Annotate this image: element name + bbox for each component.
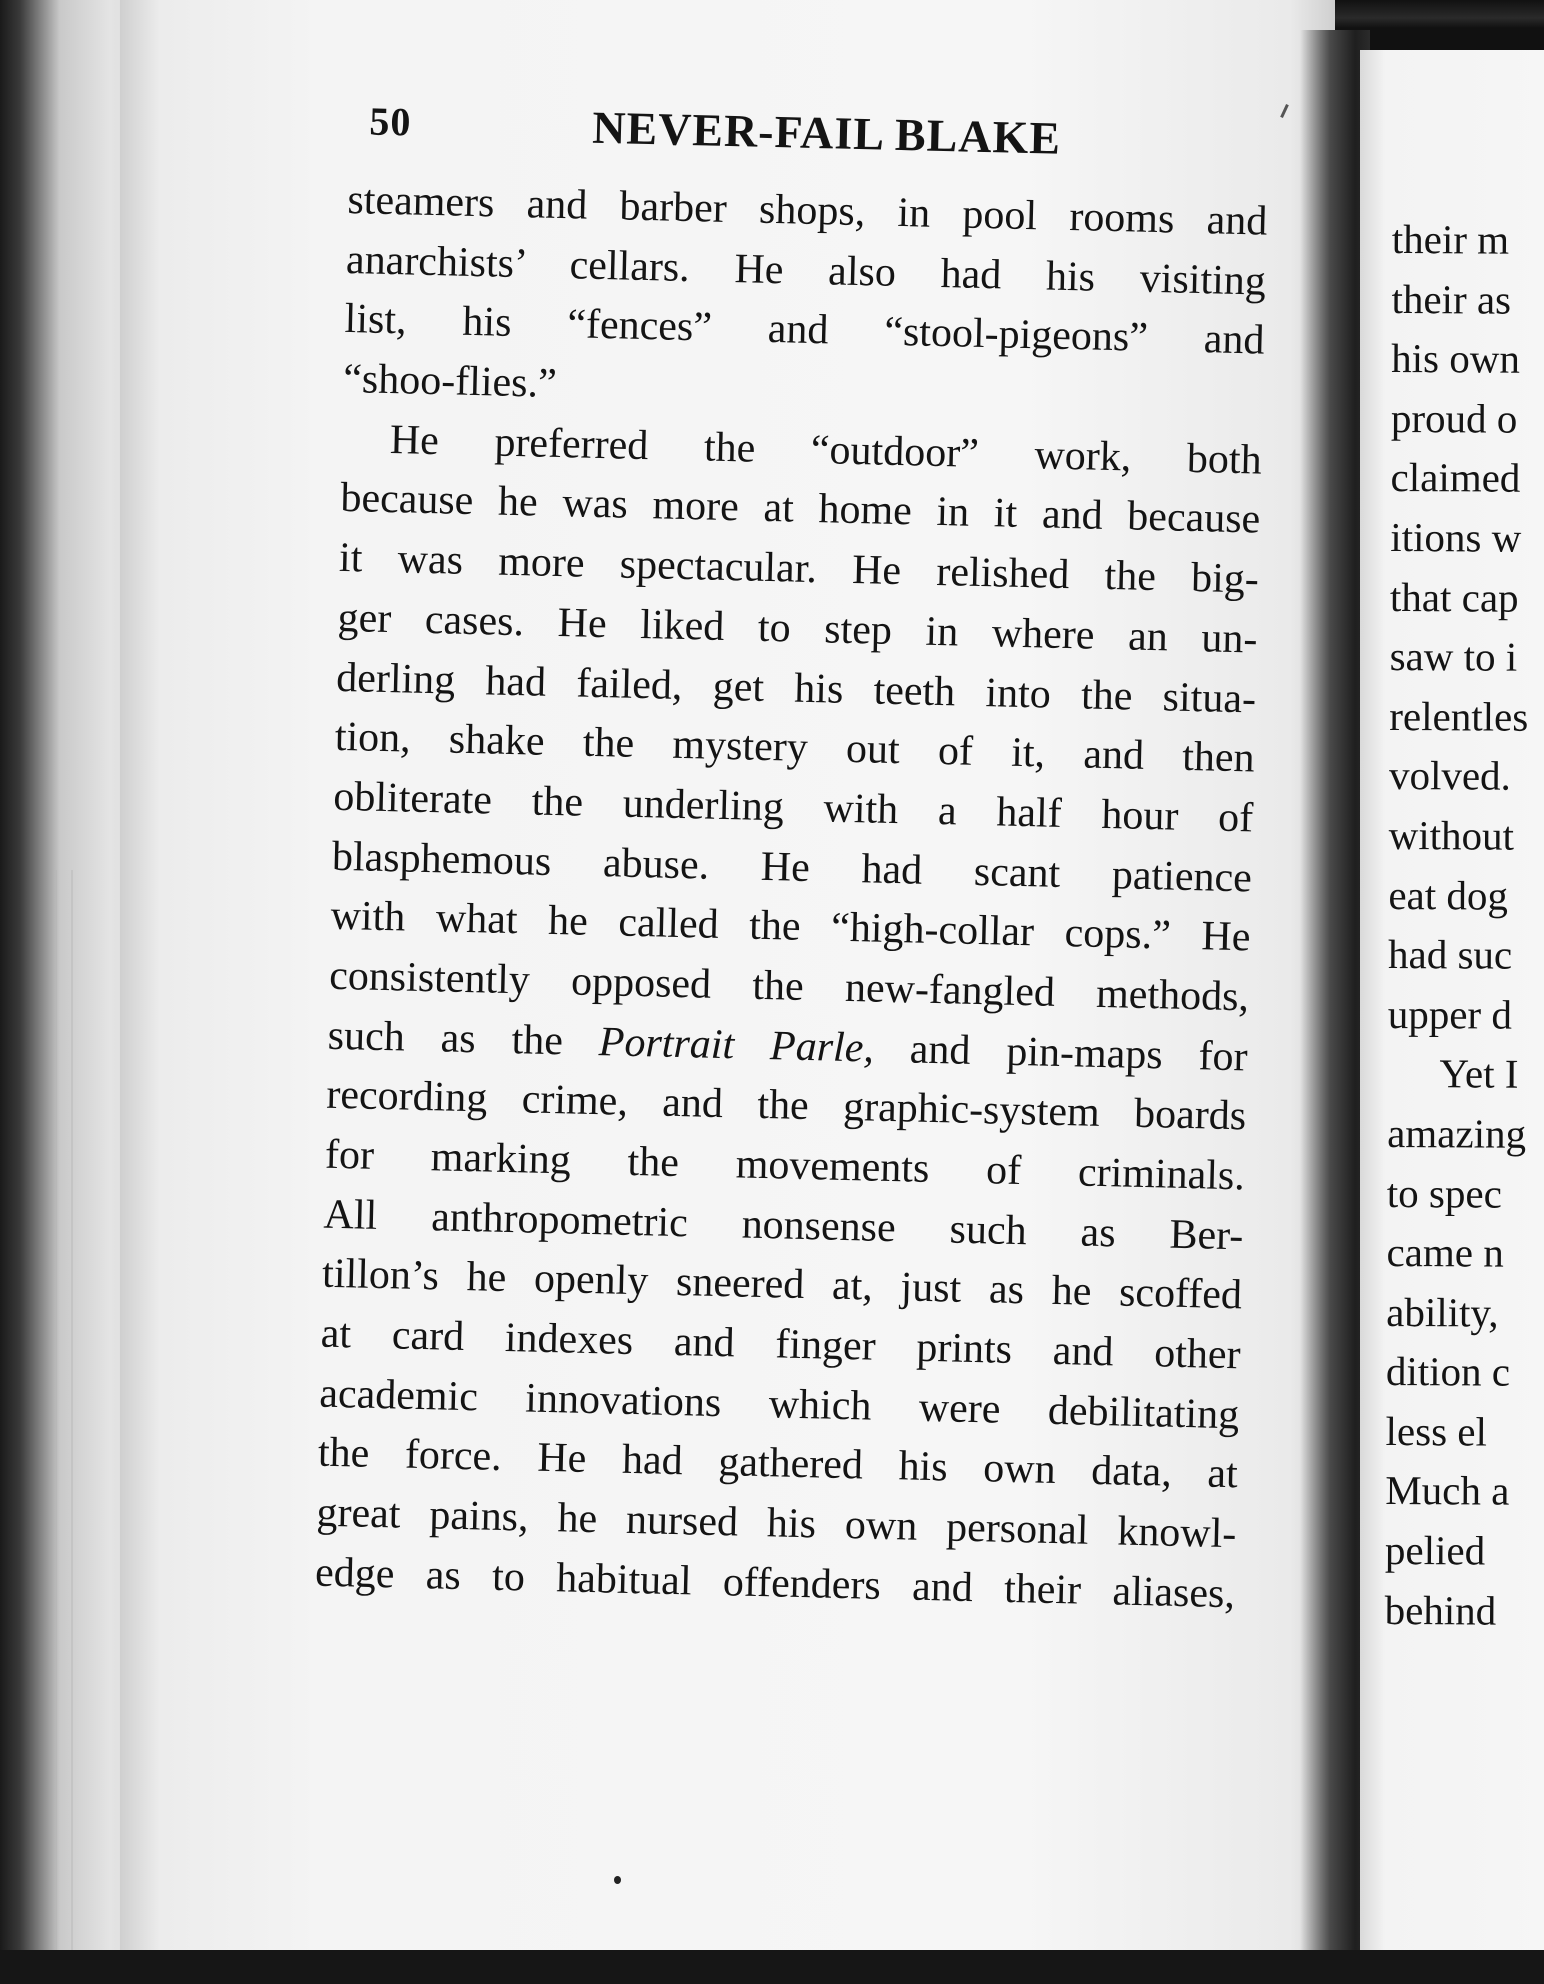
text-line: relentles bbox=[1389, 692, 1529, 740]
text-line: upper d bbox=[1387, 990, 1513, 1038]
text-line: the force. He had gathered his own data, at bbox=[317, 1430, 1239, 1498]
text-line: it was more spectacular. He relished the big- bbox=[338, 535, 1260, 603]
text-line: eat dog bbox=[1388, 871, 1509, 919]
text-line: tion, shake the mystery out of it, and then bbox=[334, 714, 1256, 782]
text-line: academic innovations which were debilitating bbox=[318, 1370, 1240, 1439]
text-line: because he was more at home in it and because bbox=[339, 475, 1261, 543]
text-line: steamers and barber shops, in pool rooms and bbox=[346, 176, 1268, 245]
text-line: list, his “fences” and “stool-pigeons” and bbox=[344, 296, 1266, 364]
text-line: their m bbox=[1391, 215, 1510, 263]
text-line: saw to i bbox=[1389, 633, 1518, 680]
text-line: that cap bbox=[1389, 573, 1519, 621]
text-segment: and pin-maps for bbox=[873, 1025, 1249, 1081]
text-line: behind bbox=[1384, 1586, 1497, 1634]
text-line: tillon’s he openly sneered at, just as he scoffed bbox=[321, 1251, 1243, 1319]
text-line: He preferred the “outdoor” work, both bbox=[389, 416, 1263, 484]
page-number: 50 bbox=[368, 98, 412, 145]
running-head: NEVER-FAIL BLAKE bbox=[591, 101, 1062, 164]
text-line: “shoo-flies.” bbox=[342, 355, 558, 408]
text-segment: such as the bbox=[327, 1012, 600, 1065]
italic-phrase: Portrait Parle, bbox=[598, 1018, 875, 1072]
text-line: volved. bbox=[1388, 752, 1512, 799]
text-line: ger cases. He liked to step in where an un- bbox=[337, 594, 1258, 663]
text-line: without bbox=[1388, 811, 1515, 859]
text-line: for marking the movements of criminals. bbox=[324, 1131, 1246, 1200]
text-line: less el bbox=[1385, 1407, 1488, 1455]
left-page-text bbox=[314, 95, 1289, 1625]
text-line: great pains, he nursed his own personal knowl- bbox=[316, 1489, 1237, 1558]
text-line: anarchists’ cellars. He also had his visiting bbox=[345, 236, 1267, 305]
text-line: consistently opposed the new-fangled methods, bbox=[328, 952, 1250, 1021]
text-line: to spec bbox=[1386, 1169, 1502, 1217]
text-line: edge as to habitual offenders and their aliases, bbox=[314, 1549, 1236, 1618]
text-line: ability, bbox=[1386, 1288, 1499, 1336]
text-line: at card indexes and finger prints and other bbox=[320, 1310, 1242, 1379]
text-line: his own bbox=[1391, 335, 1521, 382]
text-line: itions w bbox=[1390, 513, 1522, 561]
text-line: pelied bbox=[1384, 1527, 1486, 1574]
text-line: blasphemous abuse. He had scant patience bbox=[331, 833, 1253, 902]
ink-dot bbox=[614, 1876, 621, 1884]
text-line: All anthropometric nonsense such as Ber- bbox=[323, 1191, 1244, 1260]
text-line: dition c bbox=[1385, 1348, 1511, 1395]
text-line: had suc bbox=[1387, 931, 1513, 978]
right-page-text-fragment bbox=[1385, 210, 1544, 1641]
text-line: with what he called the “high-collar cops.” He bbox=[330, 893, 1251, 961]
body-text bbox=[314, 171, 1287, 1625]
scan-bottom-border bbox=[0, 1950, 1544, 1984]
text-line: Yet I bbox=[1439, 1050, 1519, 1097]
text-line: Much a bbox=[1385, 1467, 1510, 1515]
text-line: derling had failed, get his teeth into the situa- bbox=[335, 654, 1257, 723]
text-line: came n bbox=[1386, 1229, 1504, 1276]
text-line: obliterate the underling with a half hour of bbox=[332, 773, 1254, 842]
text-line: recording crime, and the graphic-system boards bbox=[325, 1072, 1247, 1140]
text-line: their as bbox=[1391, 275, 1512, 323]
text-line: claimed bbox=[1390, 454, 1521, 502]
text-line: amazing bbox=[1387, 1109, 1527, 1157]
text-line: proud o bbox=[1390, 394, 1518, 442]
